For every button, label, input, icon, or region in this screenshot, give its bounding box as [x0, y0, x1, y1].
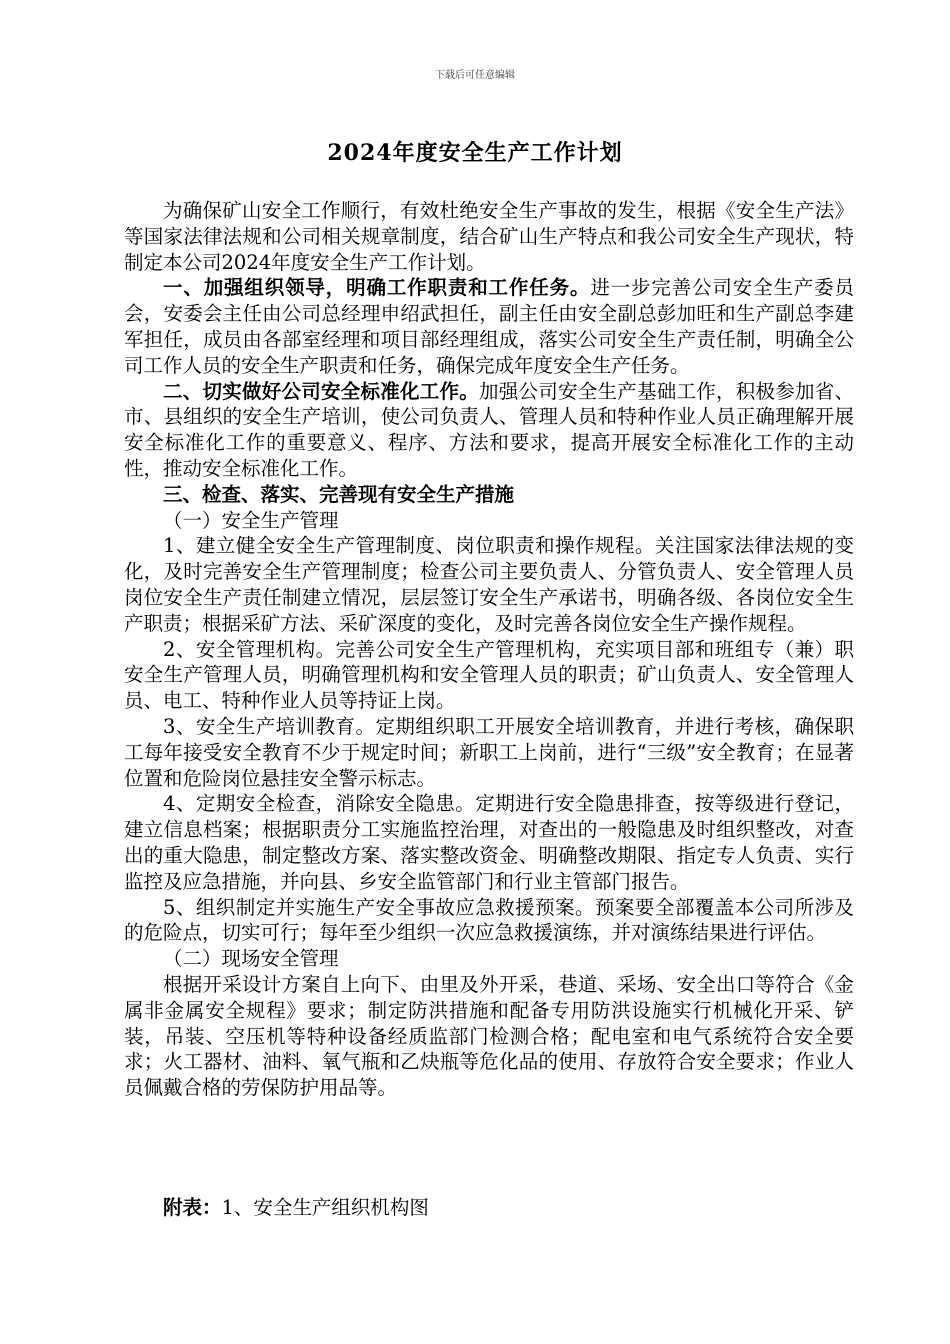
- appendix-label: 附表：: [163, 1196, 222, 1219]
- subsection-2-heading: （二）现场安全管理: [163, 947, 339, 971]
- header-note: 下载后可任意编辑: [435, 70, 515, 81]
- subsection-1-heading: （一）安全生产管理: [163, 508, 339, 532]
- section-1-text: 进一步完善公司安全生产委员会，安委会主任由公司总经理申绍武担任，副主任由安全副总彭加旺和生产副总李建军担任，成员由各部室经理和项目部经理组成，落实公司安全生产责任制，明确全公司工作人员的安全生产职责和任务，确保完成年度安全生产任务。: [124, 276, 854, 377]
- section-1-paragraph: [124, 275, 854, 378]
- list-item: 5、组织制定并实施生产安全事故应急救援预案。预案要全部覆盖本公司所涉及的危险点，切实可行；每年至少组织一次应急救援演练，并对演练结果进行评估。: [124, 895, 854, 945]
- intro-paragraph: 为确保矿山安全工作顺行，有效杜绝安全生产事故的发生，根据《安全生产法》等国家法律法规和公司相关规章制度，结合矿山生产特点和我公司安全生产现状，特制定本公司2024年度安全生产工作计划。: [124, 199, 854, 274]
- list-item: 2、安全管理机构。完善公司安全生产管理机构，充实项目部和班组专（兼）职安全生产管理人员，明确管理机构和安全管理人员的职责；矿山负责人、安全管理人员、电工、特种作业人员等持证上岗。: [124, 637, 854, 713]
- subsection-2-paragraph: 根据开采设计方案自上向下、由里及外开采，巷道、采场、安全出口等符合《金属非金属安全规程》要求；制定防洪措施和配备专用防洪设施实行机械化开采、铲装，吊装、空压机等特种设备经质监部门检测合格；配电室和电气系统符合安全要求；火工器材、油料、氧气瓶和乙炔瓶等危化品的使用、存放符合安全要求；作业人员佩戴合格的劳保防护用品等。: [124, 972, 854, 1100]
- section-2-paragraph: [124, 379, 854, 482]
- list-item: 4、定期安全检查，消除安全隐患。定期进行安全隐患排查，按等级进行登记，建立信息档案；根据职责分工实施监控治理，对查出的一般隐患及时组织整改，对查出的重大隐患，制定整改方案、落实整改资金、明确整改期限、指定专人负责、实行监控及应急措施，并向县、乡安全监管部门和行业主管部门报告。: [124, 792, 854, 893]
- section-2-heading: 二、切实做好公司安全标准化工作。: [163, 379, 479, 403]
- list-item: 3、安全生产培训教育。定期组织职工开展安全培训教育，并进行考核，确保职工每年接受安全教育不少于规定时间；新职工上岗前，进行“三级”安全教育；在显著位置和危险岗位悬挂安全警示标志。: [124, 714, 854, 790]
- list-item: 1、建立健全安全生产管理制度、岗位职责和操作规程。关注国家法律法规的变化，及时完善安全生产管理制度；检查公司主要负责人、分管负责人、安全管理人员岗位安全生产责任制建立情况，层层签订安全生产承诺书，明确各级、各岗位安全生产职责；根据采矿方法、采矿深度的变化，及时完善各岗位安全生产操作规程。: [124, 534, 854, 635]
- section-2-text: 加强公司安全生产基础工作，积极参加省、市、县组织的安全生产培训，使公司负责人、管理人员和特种作业人员正确理解开展安全标准化工作的重要意义、程序、方法和要求，提高开展安全标准化工作的主动性，推动安全标准化工作。: [124, 379, 854, 480]
- appendix-text: 1、安全生产组织机构图: [221, 1196, 429, 1219]
- appendix-line: [124, 1195, 854, 1221]
- section-1-heading: 一、加强组织领导，明确工作职责和工作任务。: [163, 276, 591, 300]
- page-title: 2024年度安全生产工作计划: [327, 140, 623, 166]
- section-3-heading: 三、检查、落实、完善现有安全生产措施: [163, 482, 515, 506]
- document-body: [124, 198, 854, 1101]
